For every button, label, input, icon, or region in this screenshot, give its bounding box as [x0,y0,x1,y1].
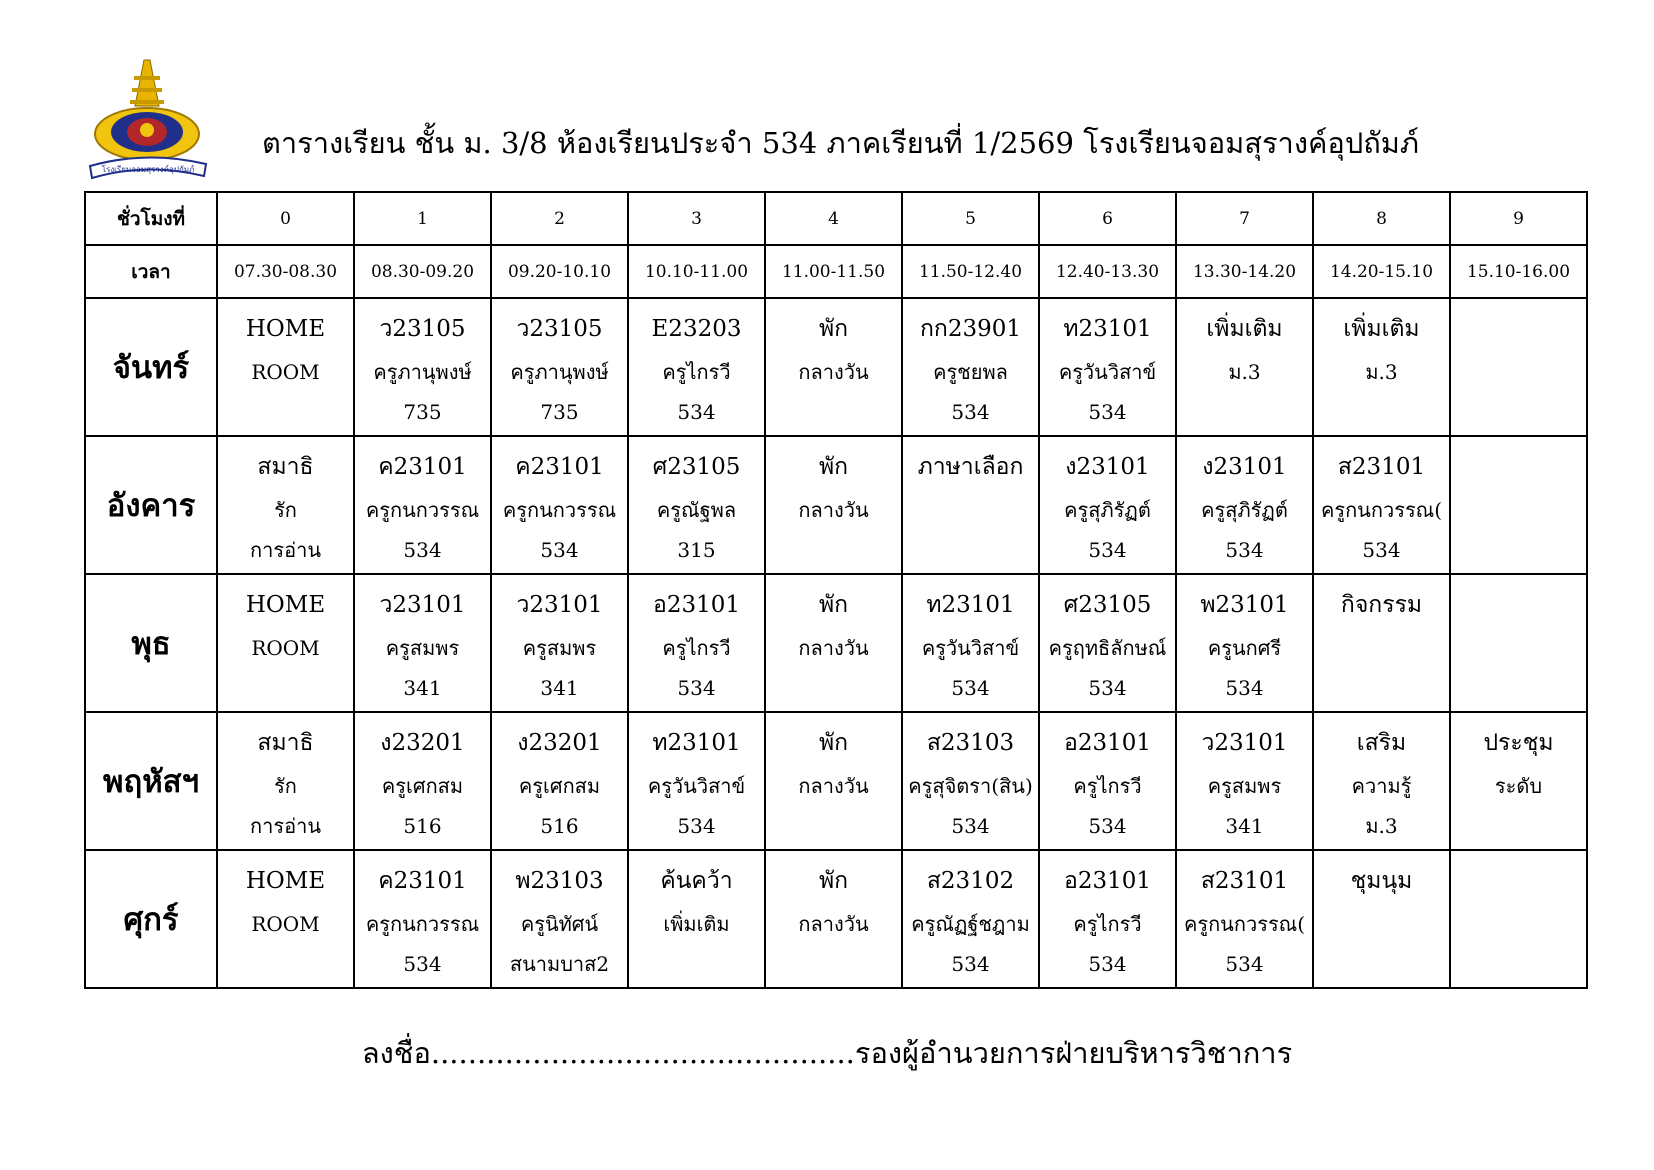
room-number: สนามบาส2 [509,952,610,976]
schedule-cell [1176,712,1313,850]
schedule-cell-content [766,575,901,709]
day-label: พุธ [85,574,217,712]
schedule-cell-content [1451,851,1586,985]
room-number: 534 [951,400,990,424]
time-row [85,245,1587,298]
time-slot: 12.40-13.30 [1039,245,1176,298]
period-number: 1 [354,192,491,245]
teacher-name: กลางวัน [798,912,869,936]
schedule-cell-content [629,575,764,709]
schedule-cell [1176,436,1313,574]
schedule-cell [628,298,765,436]
schedule-cell [1039,850,1176,988]
teacher-name: ครูกนกวรรณ [365,912,480,936]
page-title: ตารางเรียน ชั้น ม. 3/8 ห้องเรียนประจำ 534 ภาคเรียนที่ 1/2569 โรงเรียนจอมสุรางค์อุปถัมภ์ [262,126,1420,160]
teacher-name: ครูกนกวรรณ [365,498,480,522]
time-slot: 11.50-12.40 [902,245,1039,298]
room-number: 534 [951,676,990,700]
teacher-name [903,491,1038,531]
schedule-cell-content [1040,713,1175,847]
teacher-name: รัก [274,498,297,522]
timetable [84,191,1588,989]
schedule-cell [765,850,902,988]
subject-code: ว23101 [1201,730,1288,756]
schedule-cell-content [903,575,1038,709]
room-number [766,669,901,709]
teacher-name [1314,905,1449,945]
teacher-name: ครูกนกวรรณ( [1320,498,1443,522]
period-number: 4 [765,192,902,245]
room-number: 534 [1088,538,1127,562]
teacher-name [1451,629,1586,669]
period-number: 3 [628,192,765,245]
schedule-cell-content [1177,437,1312,571]
subject-code: อ23101 [1064,868,1151,894]
teacher-name: เพิ่มเติม [663,912,730,936]
period-number: 0 [217,192,354,245]
room-number [1314,669,1449,709]
schedule-cell-content [1040,575,1175,709]
room-number: 534 [677,400,716,424]
time-slot: 11.00-11.50 [765,245,902,298]
schedule-cell-content [218,713,353,847]
schedule-cell-content [492,713,627,847]
teacher-name: ครูไกรวี [662,360,731,384]
schedule-cell-content [1314,713,1449,847]
schedule-cell [354,712,491,850]
room-number: 534 [1088,676,1127,700]
room-number: 516 [403,814,442,838]
room-number: 534 [677,676,716,700]
schedule-cell [1450,298,1587,436]
time-slot: 08.30-09.20 [354,245,491,298]
schedule-cell [491,574,628,712]
teacher-name: ROOM [251,912,320,936]
schedule-cell-content [629,851,764,985]
schedule-cell-content [766,299,901,433]
schedule-cell-content [629,713,764,847]
schedule-cell-content [629,299,764,433]
room-number: 534 [1225,538,1264,562]
subject-code: ชุมนุม [1350,868,1413,894]
subject-code: สมาธิ [257,730,314,756]
subject-code: ประชุม [1483,730,1554,756]
schedule-cell-content [1177,713,1312,847]
room-number [629,945,764,985]
subject-code [1451,451,1586,491]
teacher-name: ครูภานุพงษ์ [373,360,472,384]
subject-code: ส23101 [1337,454,1426,480]
subject-code: ว23105 [379,316,466,342]
schedule-cell [1313,712,1450,850]
subject-code: ว23105 [516,316,603,342]
subject-code: ส23101 [1200,868,1289,894]
teacher-name: กลางวัน [798,360,869,384]
teacher-name: ครูนกศรี [1207,636,1282,660]
schedule-cell [491,712,628,850]
schedule-cell [628,436,765,574]
subject-code [1451,865,1586,905]
room-number [218,669,353,709]
schedule-cell-content [1451,437,1586,571]
teacher-name: ครูสุจิตรา(สิน) [908,774,1033,798]
schedule-cell-content [355,299,490,433]
room-number: 534 [1088,400,1127,424]
teacher-name: ครูไกรวี [1073,912,1142,936]
subject-code: E23203 [651,316,742,342]
teacher-name: ครูกนกวรรณ( [1183,912,1306,936]
schedule-cell [902,850,1039,988]
schedule-cell-content [1177,299,1312,433]
teacher-name: กลางวัน [798,498,869,522]
room-number [1451,531,1586,571]
room-number: 341 [403,676,442,700]
room-number [1451,945,1586,985]
period-number: 2 [491,192,628,245]
schedule-cell [1039,436,1176,574]
subject-code: ค23101 [378,454,467,480]
schedule-cell-content [1040,851,1175,985]
day-row [85,712,1587,850]
period-number: 7 [1176,192,1313,245]
room-number [766,945,901,985]
subject-code: สมาธิ [257,454,314,480]
subject-code: เพิ่มเติม [1343,316,1420,342]
schedule-cell [1313,850,1450,988]
teacher-name: ครูกนกวรรณ [502,498,617,522]
subject-code: อ23101 [1064,730,1151,756]
teacher-name: ครูสมพร [1207,774,1282,798]
schedule-cell-content [355,851,490,985]
schedule-cell [902,712,1039,850]
schedule-cell-content [218,437,353,571]
room-number [218,393,353,433]
period-header-row [85,192,1587,245]
room-number: การอ่าน [250,814,321,838]
schedule-cell [1176,574,1313,712]
room-number: 534 [1362,538,1401,562]
teacher-name: ครูวันวิสาข์ [647,774,746,798]
teacher-name: ครูไกรวี [1073,774,1142,798]
teacher-name: ครูภานุพงษ์ [510,360,609,384]
schedule-cell-content [492,299,627,433]
room-number [766,531,901,571]
schedule-cell-content [1177,575,1312,709]
subject-code: เสริม [1356,730,1407,756]
subject-code: พัก [818,316,849,342]
room-number: 516 [540,814,579,838]
teacher-name: ครูณัฏฐ์ชฎาม [911,912,1030,936]
subject-code: ค23101 [378,868,467,894]
day-label: ศุกร์ [85,850,217,988]
schedule-cell [217,436,354,574]
school-emblem-icon [84,58,212,180]
period-number: 5 [902,192,1039,245]
room-number: ม.3 [1365,814,1398,838]
schedule-cell-content [1314,299,1449,433]
schedule-cell-content [1040,299,1175,433]
room-number: 534 [1225,676,1264,700]
schedule-cell-content [218,299,353,433]
schedule-cell [1450,574,1587,712]
schedule-cell [1176,850,1313,988]
room-number: การอ่าน [250,538,321,562]
teacher-name: ความรู้ [1351,774,1412,798]
teacher-name: ครูณัฐพล [656,498,737,522]
schedule-cell [1176,298,1313,436]
schedule-cell [1039,298,1176,436]
room-number: 735 [540,400,579,424]
room-number [1451,807,1586,847]
subject-code: กก23901 [919,316,1022,342]
teacher-name: ครูฤทธิลักษณ์ [1048,636,1167,660]
time-slot: 13.30-14.20 [1176,245,1313,298]
room-number: 315 [677,538,716,562]
subject-code: ว23101 [379,592,466,618]
schedule-cell [217,298,354,436]
subject-code: ส23102 [926,868,1015,894]
subject-code: ง23101 [1065,454,1150,480]
schedule-cell [1313,574,1450,712]
teacher-name: ครูสุภิรัฏต์ [1064,498,1151,522]
schedule-cell [1450,850,1587,988]
schedule-cell [1450,712,1587,850]
subject-code [1451,589,1586,629]
teacher-name: กลางวัน [798,636,869,660]
logo-caption: โรงเรียนจอมสุรางค์อุปถัมภ์ [101,165,195,174]
schedule-cell-content [903,437,1038,571]
time-slot: 07.30-08.30 [217,245,354,298]
schedule-cell [628,712,765,850]
teacher-name: ครูวันวิสาข์ [921,636,1020,660]
schedule-cell [765,712,902,850]
subject-code: ว23101 [516,592,603,618]
room-number [766,393,901,433]
schedule-cell [354,574,491,712]
room-number: 534 [403,538,442,562]
day-row [85,850,1587,988]
room-number [1451,669,1586,709]
day-label: จันทร์ [85,298,217,436]
schedule-cell [902,298,1039,436]
day-label: พฤหัสฯ [85,712,217,850]
schedule-cell [1039,574,1176,712]
subject-code: กิจกรรม [1340,592,1423,618]
subject-code: HOME [245,316,326,342]
schedule-cell-content [1451,713,1586,847]
room-number: 534 [1225,952,1264,976]
schedule-cell-content [218,575,353,709]
schedule-cell [1039,712,1176,850]
schedule-cell-content [903,299,1038,433]
schedule-cell-content [903,851,1038,985]
schedule-cell [217,712,354,850]
schedule-cell-content [766,851,901,985]
schedule-cell-content [1451,299,1586,433]
schedule-cell [628,574,765,712]
time-slot: 15.10-16.00 [1450,245,1587,298]
schedule-cell [217,850,354,988]
day-row [85,298,1587,436]
schedule-cell [491,850,628,988]
teacher-name [1451,353,1586,393]
subject-code: HOME [245,868,326,894]
room-number [218,945,353,985]
room-number [1177,393,1312,433]
subject-code: ศ23105 [652,454,741,480]
room-number: 534 [540,538,579,562]
room-number: 735 [403,400,442,424]
schedule-cell [491,436,628,574]
teacher-name [1314,629,1449,669]
room-number: 341 [540,676,579,700]
time-slot: 10.10-11.00 [628,245,765,298]
schedule-cell-content [1314,437,1449,571]
teacher-name: ครูสมพร [522,636,597,660]
schedule-cell-content [1314,851,1449,985]
schedule-cell-content [492,851,627,985]
teacher-name [1451,491,1586,531]
room-number [1314,945,1449,985]
schedule-cell-content [1451,575,1586,709]
teacher-name: ROOM [251,360,320,384]
subject-code: ค้นคว้า [660,868,733,894]
schedule-cell [354,298,491,436]
subject-code: พ23103 [515,868,604,894]
schedule-cell-content [218,851,353,985]
subject-code: พัก [818,454,849,480]
school-emblem-logo [84,58,212,180]
subject-code: ท23101 [652,730,741,756]
teacher-name: กลางวัน [798,774,869,798]
subject-code: ง23201 [380,730,465,756]
subject-code: ค23101 [515,454,604,480]
subject-code: อ23101 [653,592,740,618]
teacher-name: ม.3 [1365,360,1398,384]
room-number [1314,393,1449,433]
schedule-cell-content [766,437,901,571]
schedule-cell [1313,436,1450,574]
period-number: 6 [1039,192,1176,245]
subject-code: พัก [818,730,849,756]
teacher-name [1451,905,1586,945]
subject-code: HOME [245,592,326,618]
day-row [85,436,1587,574]
schedule-cell [628,850,765,988]
room-number: 534 [677,814,716,838]
period-label: ชั่วโมงที่ [85,192,217,245]
time-slot: 09.20-10.10 [491,245,628,298]
schedule-cell [765,574,902,712]
day-label: อังคาร [85,436,217,574]
room-number [903,531,1038,571]
teacher-name: ครูนิทัศน์ [520,912,599,936]
schedule-cell-content [766,713,901,847]
schedule-cell-content [629,437,764,571]
teacher-name: ROOM [251,636,320,660]
schedule-cell-content [1040,437,1175,571]
teacher-name: ม.3 [1228,360,1261,384]
time-label: เวลา [85,245,217,298]
teacher-name: ครูสมพร [385,636,460,660]
room-number: 534 [1088,952,1127,976]
schedule-cell [354,436,491,574]
period-number: 9 [1450,192,1587,245]
schedule-cell-content [1314,575,1449,709]
schedule-cell [1313,298,1450,436]
teacher-name: ครูไกรวี [662,636,731,660]
subject-code: ท23101 [1063,316,1152,342]
schedule-cell-content [355,575,490,709]
subject-code: ง23101 [1202,454,1287,480]
signature-line: ลงชื่อ..............................................รองผู้อำนวยการฝ่ายบริหารวิชาการ [361,1036,1293,1070]
day-row [85,574,1587,712]
schedule-cell [902,574,1039,712]
room-number: 534 [1088,814,1127,838]
schedule-cell [765,298,902,436]
room-number: 534 [403,952,442,976]
schedule-cell [902,436,1039,574]
schedule-cell [491,298,628,436]
subject-code: พัก [818,592,849,618]
subject-code: พ23101 [1200,592,1289,618]
room-number: 534 [951,952,990,976]
teacher-name: ครูสุภิรัฏต์ [1201,498,1288,522]
subject-code: ภาษาเลือก [917,454,1024,480]
teacher-name: ระดับ [1494,774,1543,798]
subject-code: พัก [818,868,849,894]
teacher-name: ครูวันวิสาข์ [1058,360,1157,384]
room-number [766,807,901,847]
schedule-cell-content [492,575,627,709]
room-number: 534 [951,814,990,838]
schedule-cell-content [1177,851,1312,985]
subject-code: ส23103 [926,730,1015,756]
subject-code: ศ23105 [1063,592,1152,618]
subject-code: เพิ่มเติม [1206,316,1283,342]
schedule-cell [1450,436,1587,574]
schedule-cell [765,436,902,574]
room-number [1451,393,1586,433]
schedule-cell-content [355,713,490,847]
teacher-name: ครูชยพล [933,360,1008,384]
subject-code: ท23101 [926,592,1015,618]
subject-code [1451,313,1586,353]
schedule-cell [354,850,491,988]
teacher-name: รัก [274,774,297,798]
schedule-cell-content [903,713,1038,847]
room-number: 341 [1225,814,1264,838]
schedule-cell-content [492,437,627,571]
period-number: 8 [1313,192,1450,245]
schedule-cell [217,574,354,712]
schedule-cell-content [355,437,490,571]
teacher-name: ครูเศกสม [381,774,464,798]
time-slot: 14.20-15.10 [1313,245,1450,298]
subject-code: ง23201 [517,730,602,756]
teacher-name: ครูเศกสม [518,774,601,798]
